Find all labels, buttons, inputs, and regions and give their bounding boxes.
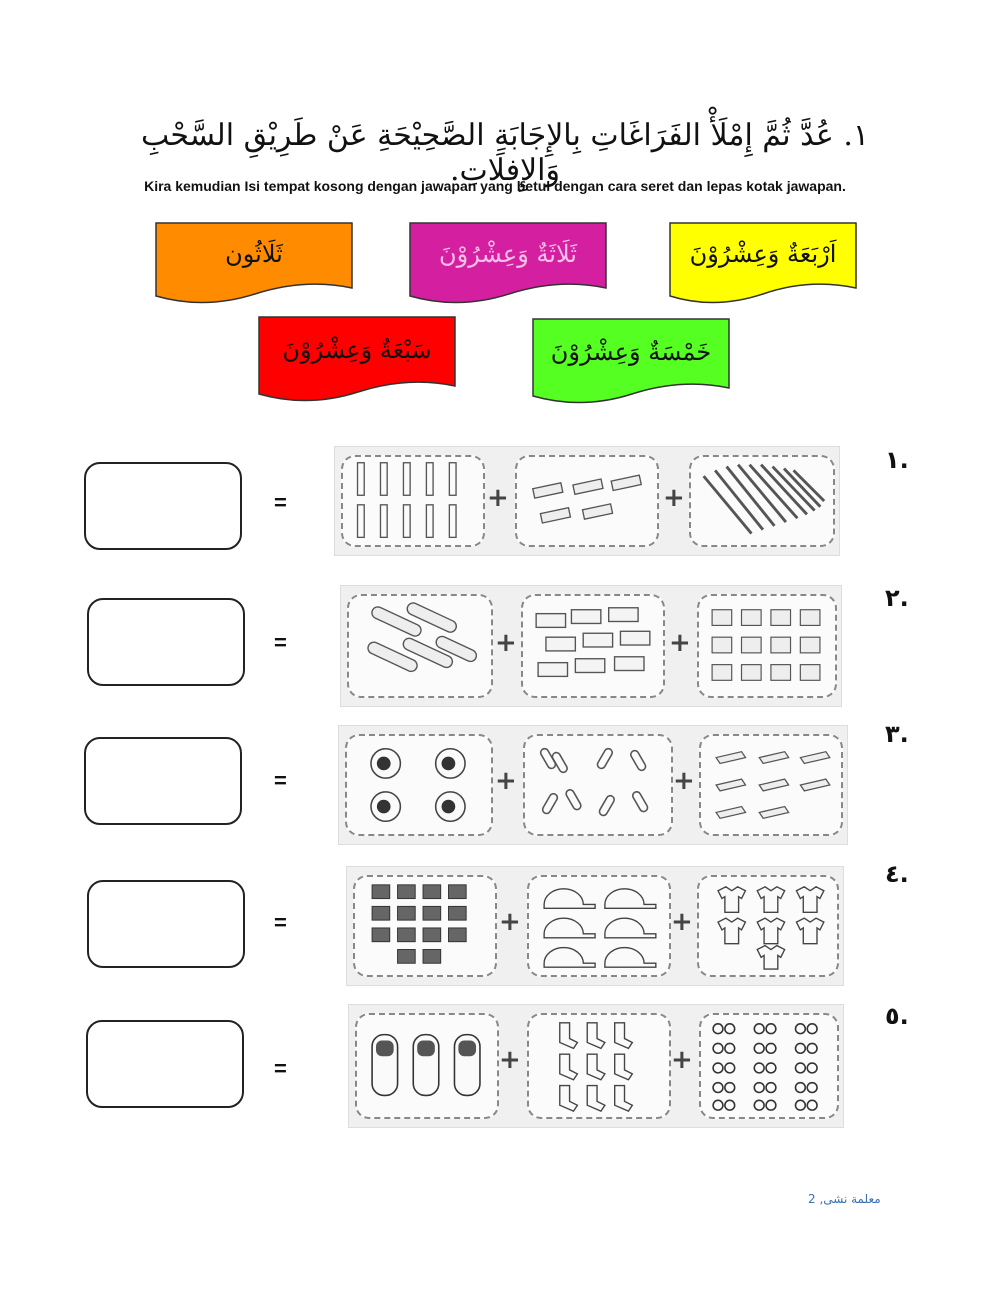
plus-sign: + [495,628,517,658]
shoe-icon [357,1015,497,1117]
plus-sign: + [669,628,691,658]
shirt-icon [699,877,837,975]
instruction-title: ١. عُدَّ ثُمَّ إِمْلَأْ الفَرَاغَاتِ بِالإِجَابَةِ الصَّحِيْحَةِ عَنْ طَرِيْقِ السَّحْبِ وَالإِفلَاتِ. [140,118,870,188]
equals-sign: = [274,768,287,793]
answer-card-label: سَبْعَةٌ وَعِشْرُوْنَ [282,335,432,364]
counting-picture-2 [340,585,842,707]
tape-roll-icon [347,736,491,834]
panel-staplers [699,734,843,836]
marker-icon [349,596,491,696]
answer-card-label: اَرْبَعَةٌ وَعِشْرُوْنَ [689,239,837,268]
answer-card-label: خَمْسَةٌ وَعِشْرُوْنَ [550,337,712,366]
answer-card-23[interactable] [409,222,607,304]
plus-sign: + [671,1045,693,1075]
answer-drop-box-5[interactable] [86,1020,244,1108]
plus-sign: + [673,766,695,796]
equals-sign: = [274,490,287,515]
question-number-3: .٣ [885,720,909,748]
sock-icon [529,1015,669,1117]
plus-sign: + [487,483,509,513]
plus-sign: + [671,907,693,937]
answer-card-label: ثَلَاثَةٌ وَعِشْرُوْنَ [439,239,577,268]
counting-picture-3 [338,725,848,845]
answer-card-30[interactable] [155,222,353,304]
panel-shirts [697,875,839,977]
answer-drop-box-4[interactable] [87,880,245,968]
panel-paperclips [523,734,673,836]
pencil-icon [691,457,833,545]
question-number-2: .٢ [885,584,909,612]
paperclip-icon [525,736,671,834]
equals-sign: = [274,630,287,655]
answer-card-27[interactable] [258,316,456,402]
question-number-4: .٤ [885,860,909,888]
panel-caps [527,875,671,977]
instruction-subtitle: Kira kemudian Isi tempat kosong dengan jawapan yang betul dengan cara seret dan lepas kotak jawapan. [144,178,846,194]
counting-picture-1 [334,446,840,556]
glasses-icon [701,1015,837,1117]
panel-shoes [355,1013,499,1119]
plus-sign: + [495,766,517,796]
eraser-block-icon [523,596,663,696]
equals-sign: = [274,1056,287,1081]
plus-sign: + [499,907,521,937]
answer-drop-box-3[interactable] [84,737,242,825]
answer-drop-box-2[interactable] [87,598,245,686]
wallet-icon [355,877,495,975]
answer-drop-box-1[interactable] [84,462,242,550]
panel-eraser-blocks [521,594,665,698]
eraser-icon [517,457,657,545]
panel-pencils [689,455,835,547]
question-number-5: .٥ [885,1002,909,1030]
ruler-icon [343,457,483,545]
panel-tapes [345,734,493,836]
panel-erasers [515,455,659,547]
panel-markers [347,594,493,698]
panel-wallets [353,875,497,977]
answer-card-25[interactable] [532,318,730,404]
panel-sharpeners [697,594,837,698]
panel-rulers [341,455,485,547]
counting-picture-5 [348,1004,844,1128]
cap-icon [529,877,669,975]
panel-glasses [699,1013,839,1119]
counting-picture-4 [346,866,844,986]
panel-socks [527,1013,671,1119]
plus-sign: + [663,483,685,513]
sharpener-icon [699,596,835,696]
answer-card-24[interactable] [669,222,857,304]
equals-sign: = [274,910,287,935]
answer-card-label: ثَلَاثُون [225,239,283,268]
plus-sign: + [499,1045,521,1075]
footer-credit: 2 ,معلمة نشى [808,1192,881,1206]
stapler-icon [701,736,841,834]
question-number-1: .١ [885,446,909,474]
